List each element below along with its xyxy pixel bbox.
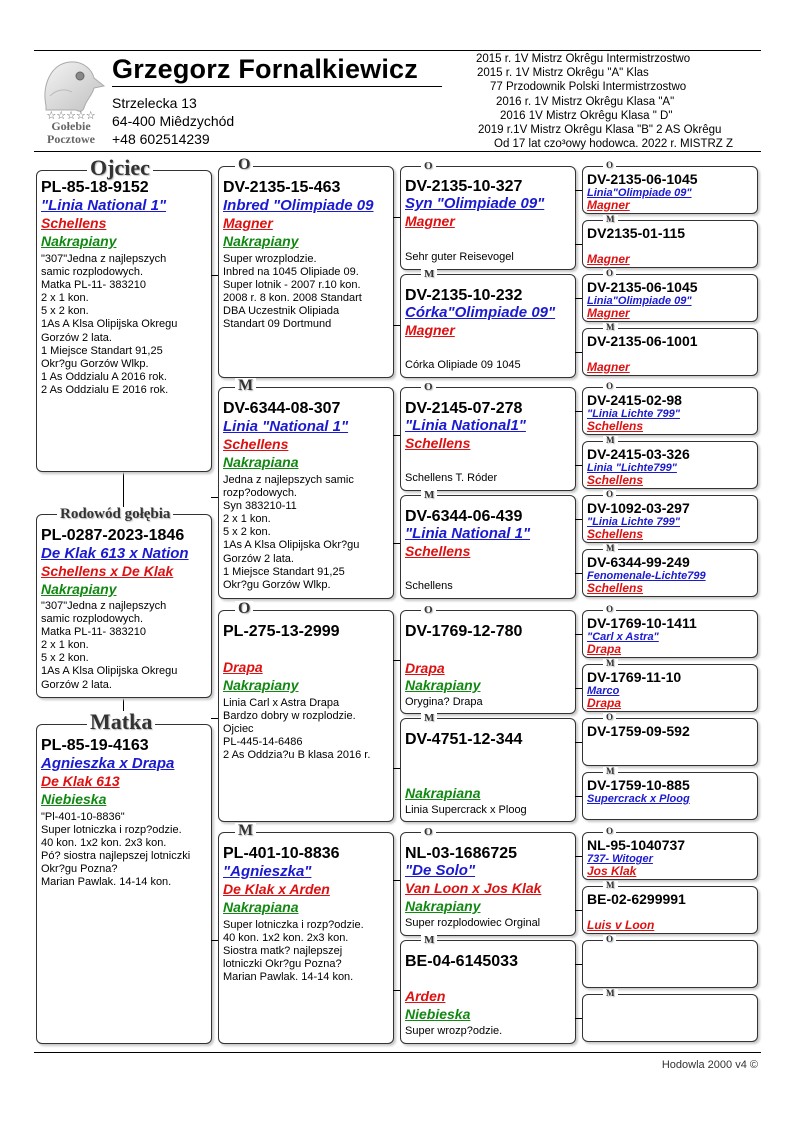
pigeon-name: Linia"Olimpiade 09" xyxy=(587,295,692,307)
gen3-card[interactable] xyxy=(400,712,576,822)
pigeon-breed: Schellens xyxy=(587,473,644,487)
pigeon-breed: Magner xyxy=(587,306,630,320)
male-legend: O xyxy=(235,157,253,173)
pigeon-name: "Carl x Astra" xyxy=(587,631,659,643)
pigeon-description: Linia Carl x Astra Drapa Bardzo dobry w rozplodzie. Ojciec PL-445-14-6486 2 As Oddzia?u B klasa 2016 r. xyxy=(223,697,371,762)
subject-color: Nakrapiany xyxy=(41,581,117,597)
pigeon-ring: DV-2135-10-327 xyxy=(405,178,523,195)
pigeon-breed: Schellens xyxy=(587,419,644,433)
female-legend: M xyxy=(603,544,618,553)
female-legend: M xyxy=(603,881,618,890)
female-legend: M xyxy=(603,989,618,998)
granddam-maternal-card[interactable] xyxy=(218,822,394,1044)
connector-line xyxy=(393,325,400,326)
pigeon-breed: Drapa xyxy=(587,696,622,710)
pigeon-ring: DV-2135-15-463 xyxy=(223,179,341,196)
logo-text-2: Pocztowe xyxy=(47,132,95,146)
pigeon-ring: DV-2415-03-326 xyxy=(587,446,690,462)
gen4-card[interactable] xyxy=(582,826,758,880)
pigeon-name: Syn "Olimpiade 09" xyxy=(405,195,545,212)
father-description: "307"Jedna z najlepszych samic rozplodowych. Matka PL-11- 383210 2 x 1 kon. 5 x 2 kon. 1As A Klsa Olipijska Okregu Gorzów 2 lata. 1 Miejsce Standart 91,25 Okr?gu Gorzów Wlkp. 1 As Oddzialu A 2016 rok. 2 As Oddzialu E 2016 rok. xyxy=(41,253,178,396)
footer-text: Hodowla 2000 v4 © xyxy=(661,1059,758,1071)
connector-line xyxy=(393,217,400,218)
pigeon-ring: NL-95-1040737 xyxy=(587,837,686,853)
pigeon-ring: DV-1769-12-780 xyxy=(405,623,523,640)
breeder-street: Strzelecka 13 xyxy=(112,95,197,111)
pigeon-ring: DV-6344-99-249 xyxy=(587,554,690,570)
gen4-card[interactable] xyxy=(582,268,758,322)
pigeon-breed: Schellens xyxy=(223,436,289,452)
female-legend: M xyxy=(421,935,437,946)
connector-line xyxy=(211,718,218,719)
pigeon-ring: DV-2415-02-98 xyxy=(587,392,682,408)
father-breed: Schellens xyxy=(41,215,107,231)
father-color: Nakrapiany xyxy=(41,233,117,249)
mother-breed: De Klak 613 xyxy=(41,773,120,789)
male-legend: O xyxy=(603,382,616,391)
awards-list xyxy=(468,52,758,151)
breeder-name: Grzegorz Fornalkiewicz xyxy=(112,54,418,84)
pigeon-description: Super wrozplodzie. Inbred na 1045 Olipiade 09. Super lotnik - 2007 r.10 kon. 2008 r. 8 kon. 2008 Standart DBA Uczestnik Olipiada Standart 09 Dortmund xyxy=(223,253,362,331)
subject-card[interactable] xyxy=(36,506,212,698)
pigeon-description: Córka Olipiade 09 1045 xyxy=(405,359,521,371)
subject-legend: Rodowód gołębia xyxy=(57,507,173,522)
header-bottom-rule xyxy=(34,151,761,152)
pigeon-ring: DV-1092-03-297 xyxy=(587,500,690,516)
pigeon-breed: De Klak x Arden xyxy=(223,881,330,897)
pigeon-breed: Schellens xyxy=(587,581,644,595)
male-legend: O xyxy=(603,827,616,836)
gen4-card[interactable] xyxy=(582,880,758,934)
pigeon-name: Linia "Lichte799" xyxy=(587,462,677,474)
pigeon-ring: DV-2135-10-232 xyxy=(405,287,523,304)
award-item: Od 17 lat czo³owy hodowca. 2022 r. MISTRZ Z xyxy=(494,138,734,151)
gen4-card[interactable] xyxy=(582,988,758,1042)
connector-line xyxy=(575,190,582,191)
gen3-card[interactable] xyxy=(400,826,576,936)
pigeon-breed: Schellens xyxy=(405,543,471,559)
pigeon-color: Niebieska xyxy=(405,1006,471,1022)
connector-line xyxy=(393,880,400,881)
pigeon-description: Sehr guter Reisevogel xyxy=(405,251,514,263)
mother-name: Agnieszka x Drapa xyxy=(41,755,175,772)
mother-ring: PL-85-19-4163 xyxy=(41,737,149,754)
pigeon-name: Inbred "Olimpiade 09 xyxy=(223,197,374,214)
gen4-card[interactable] xyxy=(582,934,758,988)
father-legend: Ojciec xyxy=(87,157,153,179)
pigeon-ring: PL-401-10-8836 xyxy=(223,845,340,862)
pigeon-name: "Linia National1" xyxy=(405,417,526,434)
pigeon-breed: Magner xyxy=(587,198,630,212)
connector-line xyxy=(211,275,218,276)
subject-breed: Schellens x De Klak xyxy=(41,563,174,579)
logo-text-1: Gołebie xyxy=(51,119,91,133)
gen4-card[interactable] xyxy=(582,712,758,766)
award-item: 2015 r. 1V Mistrz Okrêgu "A" Klas xyxy=(477,67,649,80)
pigeon-breed: Schellens xyxy=(587,527,644,541)
male-legend: O xyxy=(603,490,616,499)
subject-name: De Klak 613 x Nation xyxy=(41,545,189,562)
pigeon-color: Nakrapiana xyxy=(405,785,481,801)
pigeon-ring: DV-1769-11-10 xyxy=(587,669,682,685)
gen4-card[interactable] xyxy=(582,658,758,712)
pigeon-name: "Linia National 1" xyxy=(405,525,531,542)
connector-line xyxy=(575,244,582,245)
pigeon-description: Super rozplodowiec Orginal xyxy=(405,917,541,929)
pigeon-breed: Magner xyxy=(223,215,273,231)
male-legend: O xyxy=(421,161,436,172)
award-item: 2016 1V Mistrz Okrêgu Klasa " D" xyxy=(500,109,673,122)
gen4-card[interactable] xyxy=(582,766,758,820)
connector-line xyxy=(393,543,400,544)
pigeon-breed: Jos Klak xyxy=(587,864,637,878)
pigeon-ring: DV-2135-06-1001 xyxy=(587,333,698,349)
pigeon-description: Super wrozp?odzie. xyxy=(405,1025,503,1037)
pigeon-description: Schellens xyxy=(405,580,453,592)
male-legend: O xyxy=(603,713,616,722)
male-legend: O xyxy=(421,827,436,838)
gen4-card[interactable] xyxy=(582,604,758,658)
award-item: 77 Przodownik Polski Intermistrzostwo xyxy=(490,81,687,94)
female-legend: M xyxy=(421,713,437,724)
pigeon-ring: DV-2135-06-1045 xyxy=(587,171,698,187)
gen3-card[interactable] xyxy=(400,381,576,491)
connector-line xyxy=(575,796,582,797)
female-legend: M xyxy=(603,767,618,776)
footer-rule xyxy=(34,1052,761,1053)
pigeon-name: "Agnieszka" xyxy=(223,863,312,880)
pigeon-ring: DV-1759-09-592 xyxy=(587,723,690,739)
award-item: 2019 r.1V Mistrz Okrêgu Klasa "B" 2 AS Okrêgu xyxy=(478,124,722,137)
pigeon-breed: Magner xyxy=(405,322,455,338)
pigeon-ring: DV-2145-07-278 xyxy=(405,400,523,417)
connector-line xyxy=(575,688,582,689)
female-legend: M xyxy=(603,215,618,224)
male-legend: O xyxy=(603,269,616,278)
pigeon-breed: Van Loon x Jos Klak xyxy=(405,880,542,896)
award-item: 2015 r. 1V Mistrz Okrêgu Intermistrzostwo xyxy=(476,53,691,65)
svg-text:☆☆☆☆☆: ☆☆☆☆☆ xyxy=(46,110,96,122)
mother-description: "Pl-401-10-8836" Super lotniczka i rozp?odzie. 40 kon. 1x2 kon. 2x3 kon. Pó? siostra najlepszej lotniczki Okr?gu Pozna? Marian Pawlak. 14-14 kon. xyxy=(41,811,191,889)
pigeon-breed: Drapa xyxy=(223,659,263,675)
pigeon-name: Supercrack x Ploog xyxy=(587,793,690,805)
gen4-card[interactable] xyxy=(582,489,758,543)
female-legend: M xyxy=(603,323,618,332)
connector-line xyxy=(393,660,400,661)
pigeon-ring: DV-6344-08-307 xyxy=(223,400,341,417)
male-legend: O xyxy=(421,605,436,616)
pigeon-name: Marco xyxy=(587,685,620,697)
female-legend: M xyxy=(421,269,437,280)
connector-line xyxy=(575,634,582,635)
pigeon-name: "De Solo" xyxy=(405,862,476,879)
grandsire-maternal-card[interactable] xyxy=(218,600,394,822)
connector-line xyxy=(575,910,582,911)
pigeon-color: Nakrapiany xyxy=(405,677,481,693)
connector-line xyxy=(211,497,218,498)
logo xyxy=(36,56,106,148)
mother-legend: Matka xyxy=(87,711,155,733)
gen4-card[interactable] xyxy=(582,322,758,376)
pigeon-description: Schellens T. Róder xyxy=(405,472,498,484)
gen4-card[interactable] xyxy=(582,381,758,435)
connector-line xyxy=(575,465,582,466)
gen4-card[interactable] xyxy=(582,214,758,268)
gen3-card[interactable] xyxy=(400,604,576,714)
pigeon-ring: DV-4751-12-344 xyxy=(405,731,523,748)
female-legend: M xyxy=(603,659,618,668)
pigeon-breed: Schellens xyxy=(405,435,471,451)
award-item: 2016 r. 1V Mistrz Okrêgu Klasa "A" xyxy=(496,95,675,108)
pigeon-color: Nakrapiana xyxy=(223,454,299,470)
connector-line xyxy=(575,1018,582,1019)
pigeon-description: Orygina? Drapa xyxy=(405,696,483,708)
granddam-paternal-card[interactable] xyxy=(218,377,394,599)
pigeon-color: Nakrapiany xyxy=(223,233,299,249)
pigeon-description: Linia Supercrack x Ploog xyxy=(405,804,527,816)
connector-line xyxy=(575,352,582,353)
pigeon-ring: DV-6344-06-439 xyxy=(405,508,523,525)
connector-line xyxy=(575,964,582,965)
gen4-card[interactable] xyxy=(582,543,758,597)
father-ring: PL-85-18-9152 xyxy=(41,179,149,196)
gen4-card[interactable] xyxy=(582,435,758,489)
breeder-phone: +48 602514239 xyxy=(112,131,210,147)
pigeon-breed: Arden xyxy=(405,988,446,1004)
grandsire-paternal-card[interactable] xyxy=(218,156,394,378)
pigeon-name: "Linia Lichte 799" xyxy=(587,516,680,528)
connector-line xyxy=(393,990,400,991)
gen3-card[interactable] xyxy=(400,489,576,599)
pigeon-ring: BE-04-6145033 xyxy=(405,953,518,970)
title-underline xyxy=(112,86,442,87)
pigeon-ring: NL-03-1686725 xyxy=(405,845,518,862)
connector-line xyxy=(575,411,582,412)
pigeon-color: Nakrapiany xyxy=(405,898,481,914)
female-legend: M xyxy=(421,490,437,501)
male-legend: O xyxy=(603,161,616,170)
connector-line xyxy=(575,298,582,299)
subject-description: "307"Jedna z najlepszych samic rozplodowych. Matka PL-11- 383210 2 x 1 kon. 5 x 2 kon. 1As A Klsa Olipijska Okregu Gorzów 2 lata. xyxy=(41,600,178,691)
pigeon-name: Linia "National 1" xyxy=(223,418,349,435)
female-legend: M xyxy=(235,378,256,394)
pigeon-name: Córka"Olimpiade 09" xyxy=(405,304,556,321)
pigeon-description: Jedna z najlepszych samic rozp?odowych. Syn 383210-11 2 x 1 kon. 5 x 2 kon. 1As A Klsa Olipijska Okr?gu Gorzów 2 lata. 1 Miejsce Standart 91,25 Okr?gu Gorzów Wlkp. xyxy=(223,474,360,591)
pigeon-breed: Magner xyxy=(587,252,630,266)
top-rule xyxy=(34,50,761,51)
pigeon-breed: Drapa xyxy=(587,642,622,656)
connector-line xyxy=(393,435,400,436)
pigeon-ring: PL-275-13-2999 xyxy=(223,623,340,640)
pigeon-name: Fenomenale-Lichte799 xyxy=(587,570,706,582)
pigeon-breed: Magner xyxy=(587,360,630,374)
subject-ring: PL-0287-2023-1846 xyxy=(41,527,185,544)
male-legend: O xyxy=(235,601,253,617)
male-legend: O xyxy=(421,382,436,393)
pigeon-ring: DV-1759-10-885 xyxy=(587,777,690,793)
connector-line xyxy=(575,519,582,520)
father-card[interactable] xyxy=(36,155,212,472)
pigeon-description: Super lotniczka i rozp?odzie. 40 kon. 1x2 kon. 2x3 kon. Siostra matk? najlepszej lotniczki Okr?gu Pozna? Marian Pawlak. 14-14 kon. xyxy=(223,919,364,984)
gen4-card[interactable] xyxy=(582,160,758,214)
male-legend: O xyxy=(603,605,616,614)
pigeon-breed: Magner xyxy=(405,213,455,229)
gen3-card[interactable] xyxy=(400,934,576,1044)
pigeon-ring: DV-2135-06-1045 xyxy=(587,279,698,295)
gen3-card[interactable] xyxy=(400,160,576,270)
connector-line xyxy=(575,742,582,743)
pigeon-ring: DV-1769-10-1411 xyxy=(587,615,697,631)
male-legend: O xyxy=(603,935,616,944)
connector-line xyxy=(575,856,582,857)
mother-color: Niebieska xyxy=(41,791,107,807)
connector-line xyxy=(393,768,400,769)
mother-card[interactable] xyxy=(36,709,212,1044)
pigeon-name: Linia"Olimpiade 09" xyxy=(587,187,692,199)
pigeon-breed: Drapa xyxy=(405,660,445,676)
gen3-card[interactable] xyxy=(400,268,576,378)
connector-line xyxy=(575,573,582,574)
female-legend: M xyxy=(235,823,256,839)
breeder-city: 64-400 Miêdzychód xyxy=(112,113,235,129)
connector-line xyxy=(211,940,218,941)
pigeon-ring: DV2135-01-115 xyxy=(587,225,686,241)
pigeon-color: Nakrapiana xyxy=(223,899,299,915)
pigeon-name: 737- Witoger xyxy=(587,853,653,865)
female-legend: M xyxy=(603,436,618,445)
father-name: "Linia National 1" xyxy=(41,197,167,214)
pigeon-breed: Luis v Loon xyxy=(587,918,655,932)
pigeon-ring: BE-02-6299991 xyxy=(587,891,686,907)
pigeon-color: Nakrapiany xyxy=(223,677,299,693)
pigeon-name: "Linia Lichte 799" xyxy=(587,408,680,420)
